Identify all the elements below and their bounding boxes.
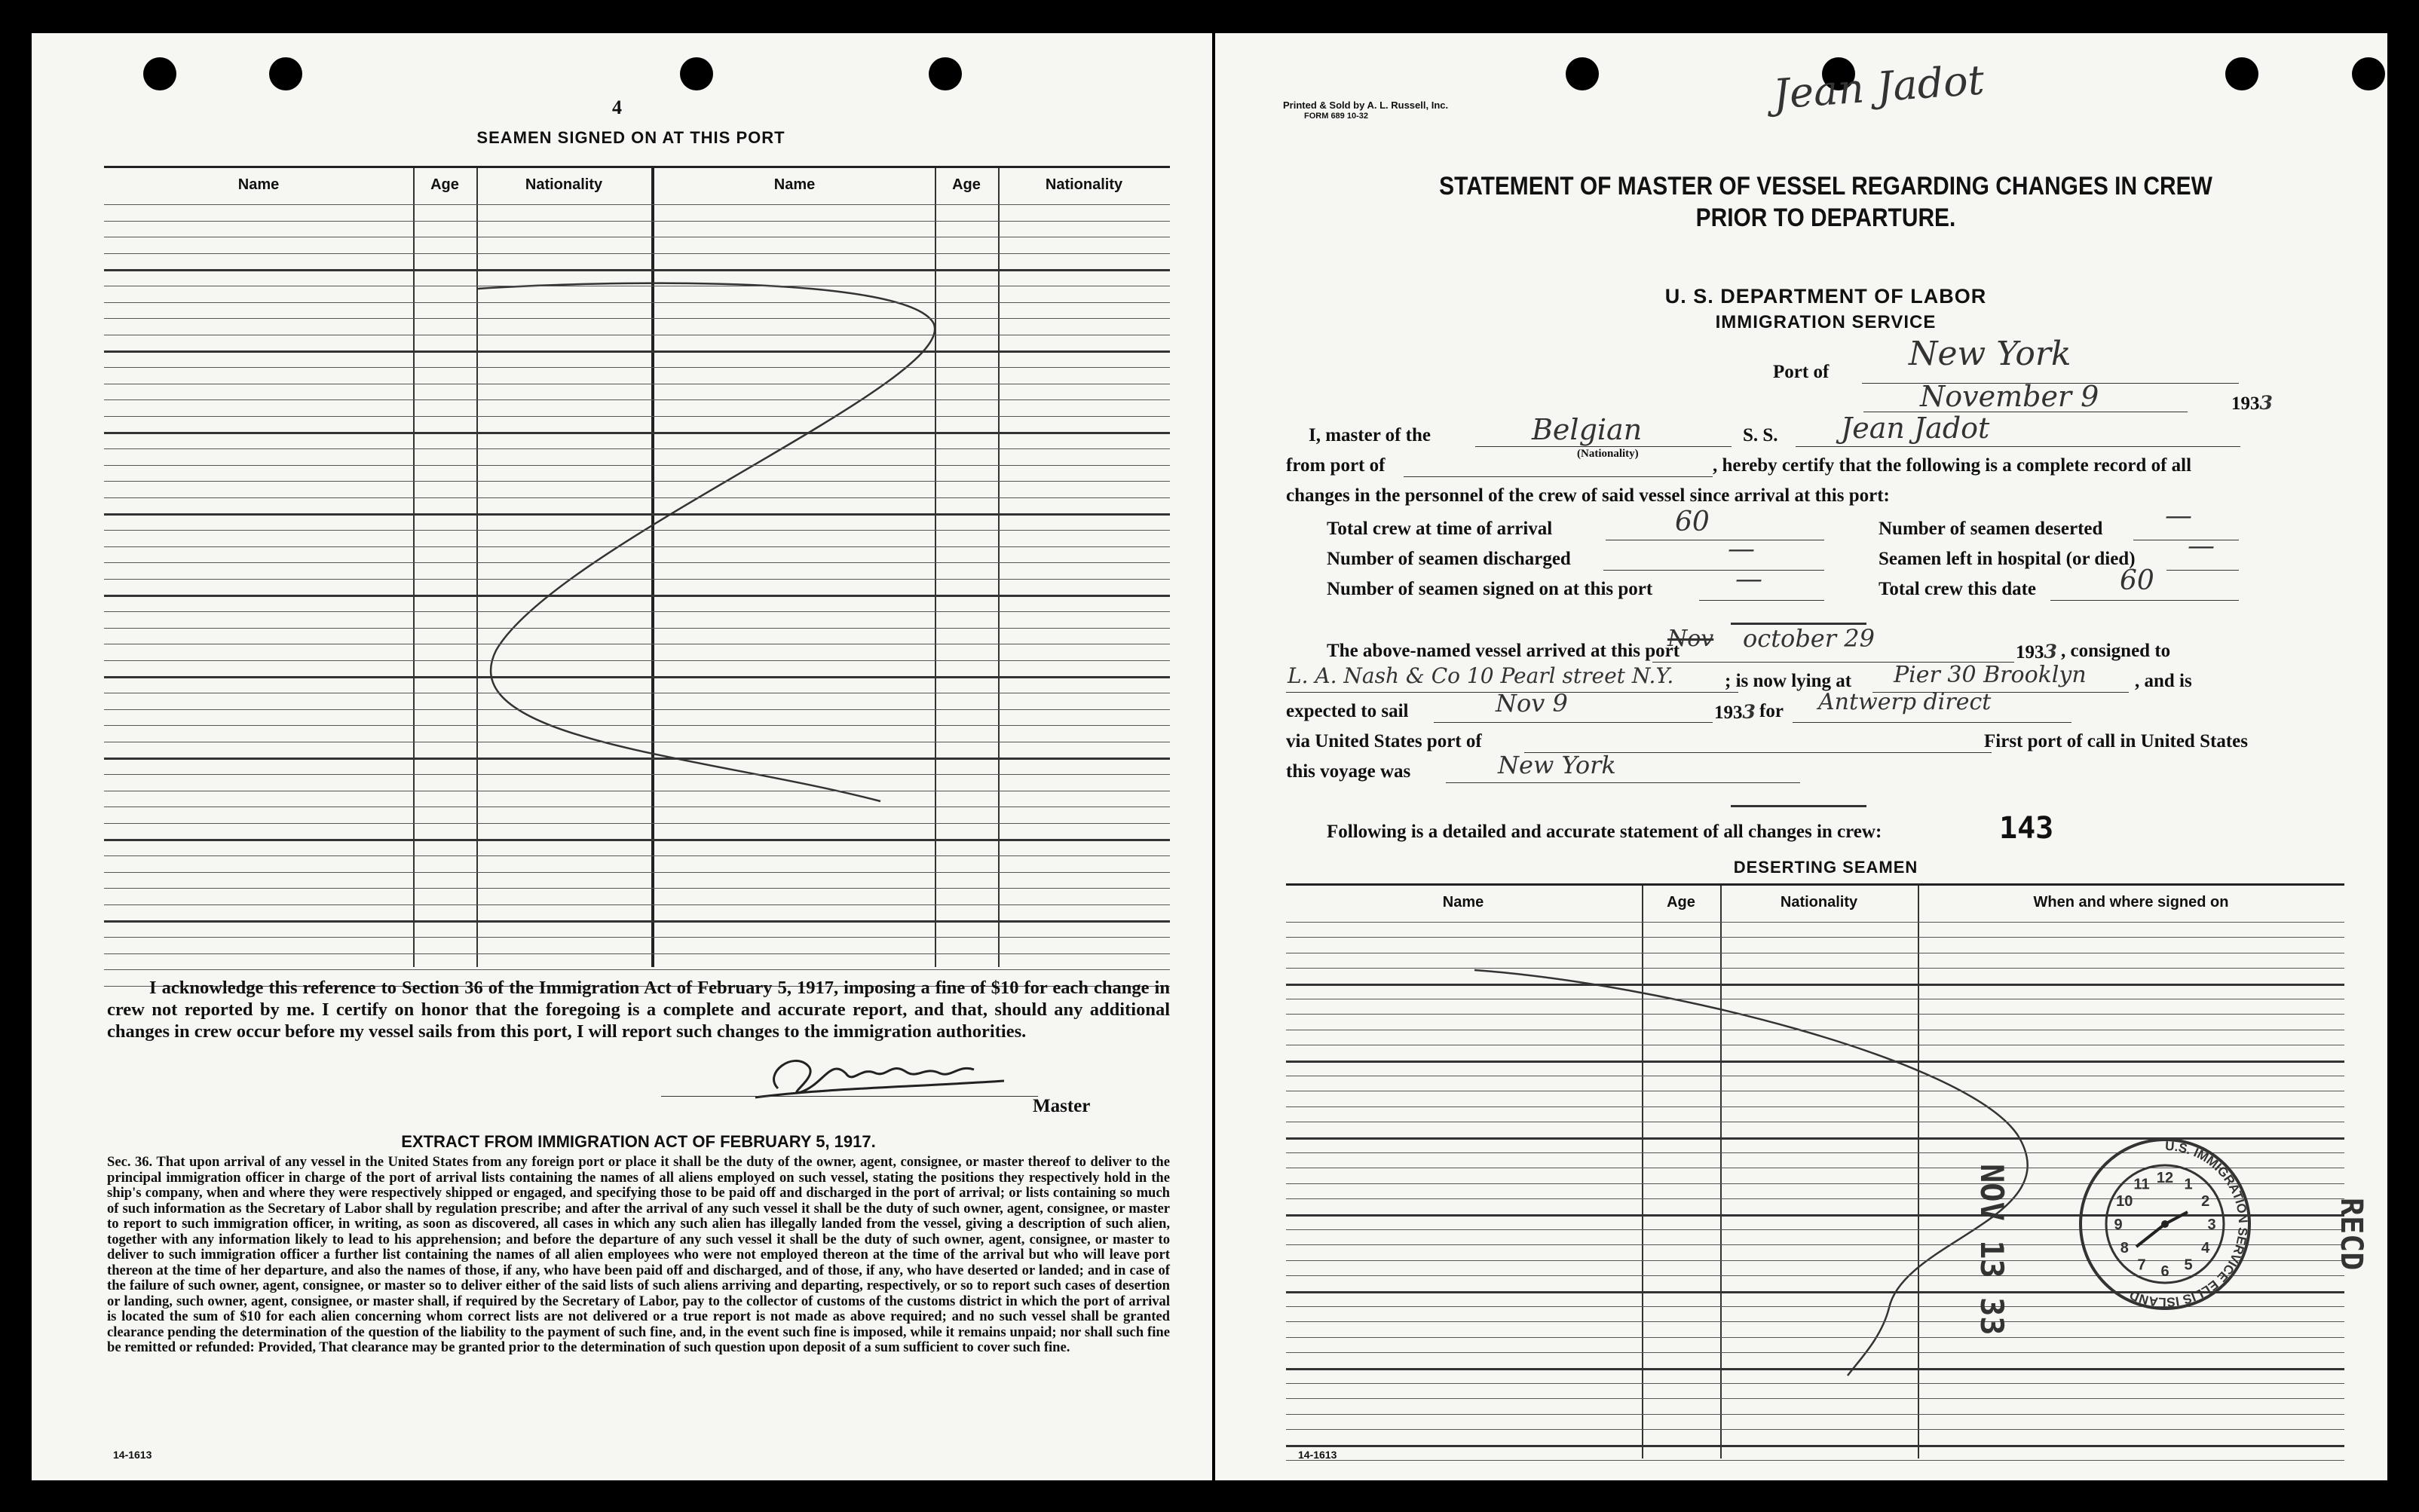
printer-credit: Printed & Sold by A. L. Russell, Inc. xyxy=(1283,99,1449,111)
stat-underline xyxy=(2050,600,2239,601)
seamen-signed-value: — xyxy=(1735,564,1762,595)
table-rule xyxy=(1286,1460,2344,1461)
form-number: 14-1613 xyxy=(1298,1449,1337,1461)
table-rule xyxy=(104,920,1170,923)
col-header-age: Age xyxy=(1667,893,1695,911)
col-header-nationality: Nationality xyxy=(1045,176,1123,193)
table-rule xyxy=(104,611,1170,612)
signature-line xyxy=(661,1096,1038,1097)
table-rule xyxy=(104,579,1170,580)
total-crew-arrival-label: Total crew at time of arrival xyxy=(1327,519,1553,539)
left-page xyxy=(32,33,1212,1480)
table-rule xyxy=(1286,1321,2344,1322)
table-rule xyxy=(104,448,1170,449)
table-rule xyxy=(104,562,1170,563)
nationality-value: Belgian xyxy=(1532,413,1643,446)
table-rule xyxy=(104,595,1170,597)
consignee-value: L. A. Nash & Co 10 Pearl street N.Y. xyxy=(1288,663,1674,688)
clock-numeral: 6 xyxy=(2160,1263,2169,1280)
col-header-age: Age xyxy=(952,176,981,193)
form-code: FORM 689 10-32 xyxy=(1304,112,1368,121)
table-rule xyxy=(104,709,1170,710)
punch-hole xyxy=(680,57,713,90)
punch-hole xyxy=(269,57,302,90)
stat-underline xyxy=(2166,570,2239,571)
table-rule xyxy=(104,904,1170,905)
arrived-year xyxy=(2016,641,2057,663)
table-rule xyxy=(104,546,1170,547)
table-rule xyxy=(1286,1352,2344,1353)
clock-numeral: 4 xyxy=(2201,1240,2210,1256)
arrived-struck-value: Nov xyxy=(1667,626,1714,652)
port-value: New York xyxy=(1909,335,2071,373)
page-number: 4 xyxy=(612,96,622,118)
arrived-year-handwritten: 3 xyxy=(2044,641,2057,663)
col-header-name: Name xyxy=(1442,893,1484,911)
table-rule xyxy=(1286,937,2344,938)
seamen-deserted-value: — xyxy=(2165,500,2192,531)
acknowledgment-body: I acknowledge this reference to Section 36 of the Immigration Act of February 5, 1917, imposing a fine of $10 for each change in crew not reported by me. I certify on honor that the foregoing is a complete and accurate report, and that, should any additional changes in crew occur before my vessel sails from this port, I will report such changes to the immigration authorities. xyxy=(107,978,1170,1042)
table-rule xyxy=(1286,1337,2344,1338)
seamen-signed-title: SEAMEN SIGNED ON AT THIS PORT xyxy=(476,128,785,147)
table-rule xyxy=(104,969,1170,970)
table-rule xyxy=(104,399,1170,400)
stamp-ring-text: U.S. IMMIGRATION SERVICE ELLIS ISLAND xyxy=(2127,1138,2251,1310)
table-rule xyxy=(1286,1445,2344,1447)
table-rule xyxy=(1286,1383,2344,1384)
punch-hole xyxy=(1566,57,1599,90)
lying-value: Pier 30 Brooklyn xyxy=(1894,662,2087,688)
form-title xyxy=(1361,170,2290,234)
table-rule xyxy=(104,350,1170,353)
table-rule xyxy=(1286,922,2344,923)
table-rule xyxy=(104,758,1170,760)
table-rule xyxy=(104,774,1170,775)
table-rule xyxy=(104,481,1170,482)
form-title-line2: PRIOR TO DEPARTURE. xyxy=(1695,204,1956,232)
clock-numeral: 2 xyxy=(2201,1193,2210,1210)
sail-year-prefix: 193 xyxy=(1714,702,1743,723)
form-number: 14-1613 xyxy=(113,1449,152,1461)
hospital-label: Seamen left in hospital (or died) xyxy=(1879,549,2136,569)
voyage-value: New York xyxy=(1498,751,1616,779)
consigned-label: , consigned to xyxy=(2061,641,2171,661)
received-date-stamp: NOV 13 33 xyxy=(1973,1164,2010,1336)
table-rule xyxy=(104,416,1170,417)
stat-underline xyxy=(1699,600,1824,601)
voyage-underline xyxy=(1446,782,1800,783)
table-rule xyxy=(104,937,1170,938)
table-rule xyxy=(104,823,1170,824)
master-of-label: I, master of the xyxy=(1309,425,1431,445)
table-rule xyxy=(104,660,1170,661)
deserting-seamen-title: DESERTING SEAMEN xyxy=(1733,858,1918,877)
col-header-age: Age xyxy=(430,176,459,193)
extract-title: EXTRACT FROM IMMIGRATION ACT OF FEBRUARY 5, 1917. xyxy=(401,1132,876,1151)
ship-underline xyxy=(1796,446,2240,447)
from-port-label: from port of xyxy=(1286,455,1386,476)
immigration-clock-stamp xyxy=(2075,1134,2255,1315)
table-rule xyxy=(1286,1368,2344,1370)
sail-year xyxy=(1714,701,1756,724)
year-label xyxy=(2231,392,2273,415)
year-prefix: 193 xyxy=(2231,393,2260,414)
table-rule xyxy=(104,465,1170,466)
first-port-label: First port of call in United States xyxy=(1984,731,2248,751)
punch-hole xyxy=(2225,57,2258,90)
service-name: IMMIGRATION SERVICE xyxy=(1715,312,1937,332)
clock-numeral: 3 xyxy=(2207,1217,2216,1233)
separator xyxy=(1731,805,1866,807)
col-header-nationality: Nationality xyxy=(525,176,603,193)
punch-hole xyxy=(2352,57,2385,90)
voyage-label: this voyage was xyxy=(1286,761,1411,782)
port-label: Port of xyxy=(1773,362,1830,382)
table-rule xyxy=(104,676,1170,678)
department-name: U. S. DEPARTMENT OF LABOR xyxy=(1664,285,1987,308)
ship-value: Jean Jadot xyxy=(1841,412,1990,445)
table-rule xyxy=(104,530,1170,531)
stamped-number: 143 xyxy=(1999,811,2054,846)
clock-numeral: 1 xyxy=(2184,1176,2193,1193)
punch-hole xyxy=(929,57,962,90)
svg-text:U.S. IMMIGRATION SERVICE ELLIS xyxy=(2127,1139,2250,1309)
seamen-discharged-value: — xyxy=(1728,534,1755,565)
year-handwritten: 3 xyxy=(2259,392,2273,414)
certify-text: , hereby certify that the following is a complete record of all xyxy=(1713,455,2192,476)
table-rule xyxy=(104,628,1170,629)
seamen-signed-table xyxy=(104,166,1170,967)
right-page xyxy=(1215,33,2387,1480)
table-rule xyxy=(104,302,1170,303)
master-signature xyxy=(748,1043,1019,1103)
table-rule xyxy=(104,855,1170,856)
clock-numeral: 9 xyxy=(2114,1217,2123,1233)
sail-value: Nov 9 xyxy=(1496,689,1568,718)
seamen-signed-label: Number of seamen signed on at this port xyxy=(1327,579,1653,599)
date-value: November 9 xyxy=(1920,380,2099,413)
table-rule xyxy=(1286,1398,2344,1399)
lying-label: ; is now lying at xyxy=(1725,671,1852,691)
sail-underline xyxy=(1434,722,1713,723)
following-label: Following is a detailed and accurate statement of all changes in crew: xyxy=(1327,822,1882,842)
seamen-discharged-label: Number of seamen discharged xyxy=(1327,549,1571,569)
table-rule xyxy=(1286,968,2344,969)
master-label: Master xyxy=(1033,1096,1091,1116)
table-rule xyxy=(1286,1106,2344,1107)
extract-body: Sec. 36. That upon arrival of any vessel in the United States from any foreign port or place it shall be the duty of the owner, agent, consignee, or master thereof to deliver to the principal immigration officer in charge of the port of arrival lists containing the names of all aliens employed on such vessel, stating the positions they respectively hold in the ship's company, when and where they were respectively shipped or engaged, and specifying those to be paid off and discharged in the port of arrival; or lists containing so much of such information as the Secretary of Labor shall by regulation prescribe; and after the arrival of any such vessel it shall be the duty of such owner, agent, consignee, or master to report to such immigration officer, in writing, as soon as discovered, all cases in which any such alien has illegally landed from the vessel, giving a description of such alien, together with any information likely to lead to his apprehension; and before the departure of any such vessel it shall be the duty of such owner, agent, consignee, or master to deliver to such immigration officer a further list containing the names of all alien employees who were not employed thereon at the time of the arrival but who will leave port thereon at the time of her departure, and also the names of those, if any, who have been paid off and discharged, and of those, if any, who have deserted or landed; and in case of the failure of such owner, agent, consignee, or master so to deliver either of the said lists of such aliens arriving and departing, respectively, or so to report such cases of desertion or landing, such owner, agent, consignee, or master shall, if required by the Secretary of Labor, pay to the collector of customs of the customs district in which the port of arrival is located the sum of $10 for each alien concerning whom correct lists are not delivered or a true report is not made as above required; and no such vessel shall be granted clearance pending the determination of the question of the liability to the payment of such fine, and, in the event such fine is imposed, while it remains unpaid; nor shall such fine be remitted or refunded: Provided, That clearance may be granted prior to the determination of such question upon deposit of a sum sufficient to cover such fine. xyxy=(107,1154,1170,1355)
changes-text: changes in the personnel of the crew of said vessel since arrival at this port: xyxy=(1286,485,1890,506)
and-is-label: , and is xyxy=(2135,671,2192,691)
clock-numeral: 12 xyxy=(2156,1170,2174,1186)
clock-numeral: 5 xyxy=(2184,1256,2193,1274)
via-label: via United States port of xyxy=(1286,731,1482,751)
col-header-name: Name xyxy=(773,176,816,193)
clock-numeral: 7 xyxy=(2137,1256,2146,1274)
strikeout-scribble xyxy=(104,168,1170,967)
table-rule xyxy=(1286,1429,2344,1430)
total-crew-date-value: 60 xyxy=(2120,565,2154,596)
arrived-label: The above-named vessel arrived at this port xyxy=(1327,641,1680,661)
nationality-caption: (Nationality) xyxy=(1577,448,1639,460)
table-rule xyxy=(104,253,1170,254)
table-rule xyxy=(104,204,1170,205)
table-rule xyxy=(104,872,1170,873)
table-rule xyxy=(104,432,1170,434)
col-header-nationality: Nationality xyxy=(1780,893,1858,911)
col-header-signed-on: When and where signed on xyxy=(2033,893,2229,911)
acknowledgment-text xyxy=(107,977,1170,1042)
table-rule xyxy=(104,221,1170,222)
table-rule xyxy=(104,497,1170,498)
table-rule xyxy=(1286,1414,2344,1415)
table-rule xyxy=(104,269,1170,271)
destination-underline xyxy=(1793,722,2071,723)
form-title-line1: STATEMENT OF MASTER OF VESSEL REGARDING CHANGES IN CREW xyxy=(1439,172,2212,200)
sail-label: expected to sail xyxy=(1286,701,1409,721)
table-rule xyxy=(104,318,1170,319)
ss-label: S. S. xyxy=(1743,425,1778,445)
for-label: for xyxy=(1759,701,1784,721)
arrived-value: october 29 xyxy=(1743,624,1875,653)
table-rule xyxy=(1286,984,2344,986)
destination-value: Antwerp direct xyxy=(1818,689,1992,715)
stat-underline xyxy=(1603,570,1824,571)
from-port-underline xyxy=(1404,476,1713,477)
table-rule xyxy=(1286,1061,2344,1063)
table-rule xyxy=(104,888,1170,889)
clock-numeral: 8 xyxy=(2120,1240,2129,1256)
total-crew-date-label: Total crew this date xyxy=(1879,579,2037,599)
seamen-deserted-label: Number of seamen deserted xyxy=(1879,519,2103,539)
nationality-underline xyxy=(1475,446,1732,447)
sail-year-handwritten: 3 xyxy=(1742,701,1756,723)
arrived-year-prefix: 193 xyxy=(2016,642,2044,663)
table-rule xyxy=(104,367,1170,368)
punch-hole xyxy=(143,57,176,90)
clock-numeral: 11 xyxy=(2133,1176,2150,1193)
handwritten-ship-name: Jean Jadot xyxy=(1771,56,1986,118)
table-rule xyxy=(104,725,1170,726)
col-header-name: Name xyxy=(237,176,280,193)
hospital-value: — xyxy=(2188,531,2215,562)
table-rule xyxy=(1286,1014,2344,1015)
table-rule xyxy=(104,953,1170,954)
total-crew-arrival-value: 60 xyxy=(1675,507,1710,537)
received-stamp: RECD xyxy=(2334,1198,2368,1271)
table-rule xyxy=(104,513,1170,516)
clock-numeral: 10 xyxy=(2116,1193,2133,1210)
table-rule xyxy=(104,839,1170,841)
